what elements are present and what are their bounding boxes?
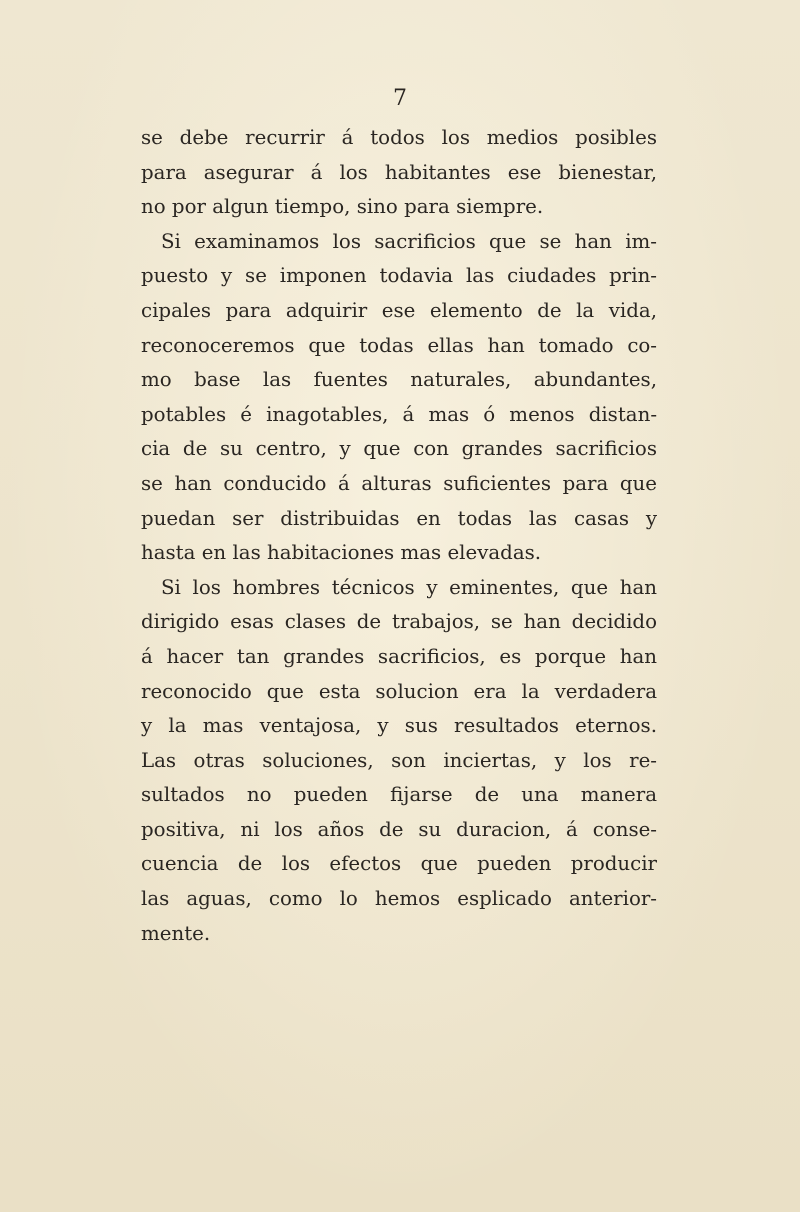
text-line: reconoceremos que todas ellas han tomado co- (141, 333, 657, 357)
text-line: no por algun tiempo, sino para siempre. (141, 195, 544, 219)
text-line: hasta en las habitaciones mas elevadas. (141, 541, 542, 565)
text-line: reconocido que esta solucion era la verdadera (141, 679, 657, 703)
text-line: cia de su centro, y que con grandes sacrificios (141, 437, 657, 461)
text-line: cuencia de los efectos que pueden producir (141, 852, 657, 876)
text-line: puedan ser distribuidas en todas las casas y (141, 506, 657, 530)
body-text (141, 121, 657, 951)
page-number: 7 (393, 86, 407, 111)
text-line: potables é inagotables, á mas ó menos distan- (141, 402, 657, 426)
text-line: á hacer tan grandes sacrificios, es porque han (141, 644, 657, 668)
text-line: las aguas, como lo hemos esplicado anterior- (141, 887, 657, 911)
text-line: puesto y se imponen todavia las ciudades prin- (141, 264, 657, 288)
text-line: sultados no pueden fijarse de una manera (141, 783, 657, 807)
text-line: Las otras soluciones, son inciertas, y los re- (141, 748, 657, 772)
text-line: mo base las fuentes naturales, abundantes, (141, 368, 657, 392)
text-line: para asegurar á los habitantes ese bienestar, (141, 160, 657, 184)
text-line: mente. (141, 921, 211, 945)
paragraph-start-line: Si examinamos los sacrificios que se han im- (161, 229, 657, 253)
text-line: positiva, ni los años de su duracion, á conse- (141, 817, 657, 841)
paragraph-start-line: Si los hombres técnicos y eminentes, que han (161, 575, 657, 599)
text-line: se han conducido á alturas suficientes para que (141, 471, 657, 495)
text-line: dirigido esas clases de trabajos, se han decidido (141, 610, 657, 634)
text-line: cipales para adquirir ese elemento de la vida, (141, 298, 657, 322)
text-line: se debe recurrir á todos los medios posibles (141, 126, 657, 149)
text-line: y la mas ventajosa, y sus resultados eternos. (141, 714, 657, 738)
